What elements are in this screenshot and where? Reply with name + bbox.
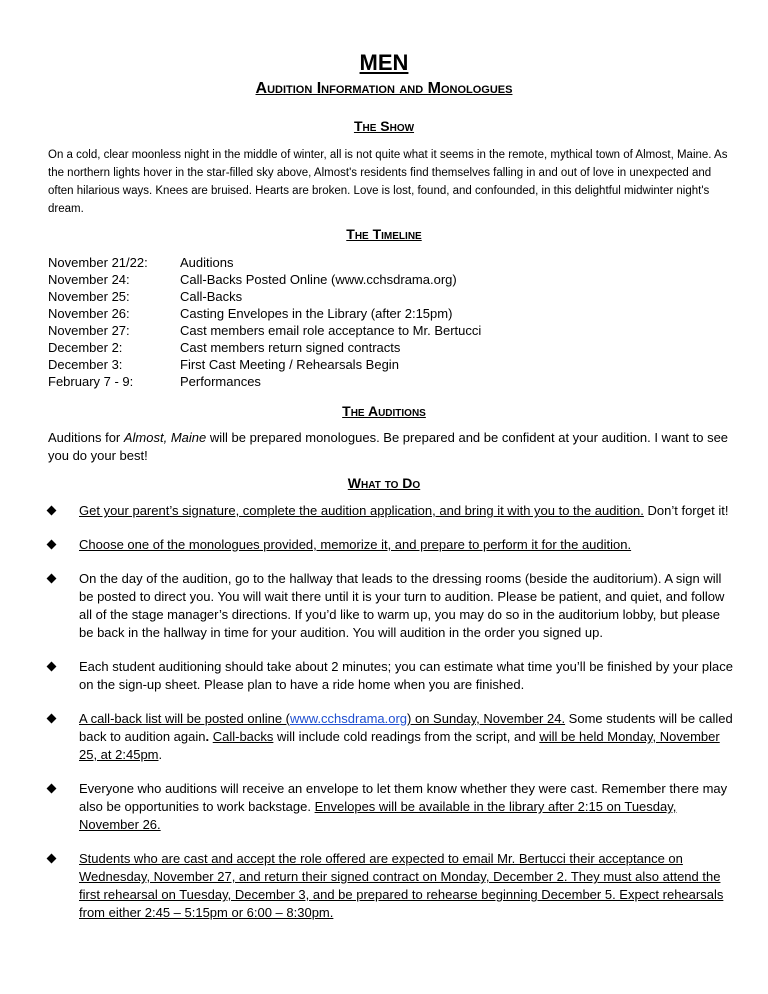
play-title: Almost, Maine [123,430,207,445]
cchsdrama-link[interactable]: www.cchsdrama.org [290,711,408,726]
timeline-row [48,288,481,305]
timeline-table [48,254,481,390]
bullet-text: Don’t forget it! [643,503,729,518]
list-item [48,536,738,554]
timeline-date: November 27: [48,323,130,338]
timeline-event: Auditions [180,255,234,270]
timeline-date: December 3: [48,357,123,372]
diamond-bullet-icon [47,506,57,516]
list-item [48,780,738,834]
bullet-text: will be held Monday, November 25, at 2:45pm [79,729,720,762]
list-item [48,570,738,642]
bullet-text: Envelopes will be available in the library after 2:15 on Tuesday, November 26. [79,799,677,832]
timeline-event: Performances [180,374,261,389]
timeline-heading: The Timeline [346,226,422,242]
diamond-bullet-icon [47,662,57,672]
timeline-event: Call-Backs Posted Online (www.cchsdrama.org) [180,272,457,287]
timeline-date: November 21/22: [48,255,148,270]
bullet-text: Call-backs [212,729,274,744]
timeline-row [48,271,481,288]
bullet-text: Choose one of the monologues provided, memorize it, and prepare to perform it for the audition. [79,537,632,552]
page-subtitle: Audition Information and Monologues [255,80,513,97]
timeline-event: Cast members return signed contracts [180,340,401,355]
bullet-text: Some students will be called back to audition again [79,711,733,744]
bullet-text: . [205,729,213,744]
auditions-text-post: will be prepared monologues. Be prepared and be confident at your audition. I want to see you do your best! [48,430,729,463]
what-to-do-heading: What to Do [347,475,421,491]
auditions-heading: The Auditions [342,403,426,419]
timeline-row [48,305,481,322]
auditions-text-pre: Auditions for [48,430,124,445]
timeline-event: First Cast Meeting / Rehearsals Begin [180,357,399,372]
diamond-bullet-icon [47,714,57,724]
auditions-description [48,429,738,465]
bullet-text: Students who are cast and accept the role offered are expected to email Mr. Bertucci their acceptance on Wednesday, November 27, and return their signed contract on Monday, December 2. They must also attend the first rehearsal on Tuesday, December 3, and be prepared to rehearse beginning December 5. Expect rehearsals from either 2:45 – 5:15pm or 6:00 – 8:30pm. [79,851,724,920]
list-item [48,502,738,520]
timeline-date: November 24: [48,272,130,287]
bullet-text: Get your parent’s signature, complete the audition application, and bring it with you to the audition. [79,503,644,518]
bullet-text: Each student auditioning should take about 2 minutes; you can estimate what time you’ll be finished by your place on the sign-up sheet. Please plan to have a ride home when you are finished. [79,659,734,692]
bullet-text: Everyone who auditions will receive an envelope to let them know whether they were cast. Remember there may also be opportunities to work backstage. [79,781,728,814]
diamond-bullet-icon [47,784,57,794]
timeline-date: December 2: [48,340,123,355]
show-description: On a cold, clear moonless night in the middle of winter, all is not quite what it seems in the remote, mythical town of Almost, Maine. As the northern lights hover in the star-filled sky above, Almost's residents find themselves falling in and out of love in unexpected and often hilarious ways. Knees are bruised. Hearts are broken. Love is lost, found, and confounded, in this delightful midwinter night's dream. [48,149,728,215]
page-title: MEN [359,50,409,75]
timeline-row [48,254,481,271]
bullet-text: . [158,747,163,762]
instructions-list [48,502,738,938]
timeline-date: November 25: [48,289,130,304]
timeline-row [48,339,481,356]
bullet-text: ) on Sunday, November 24. [407,711,566,726]
bullet-text: will include cold readings from the script, and [273,729,540,744]
diamond-bullet-icon [47,854,57,864]
show-heading: The Show [353,118,415,134]
list-item [48,658,738,694]
timeline-date: November 26: [48,306,130,321]
timeline-event: Casting Envelopes in the Library (after 2:15pm) [180,306,453,321]
timeline-row [48,373,481,390]
timeline-event: Cast members email role acceptance to Mr. Bertucci [180,323,482,338]
list-item [48,850,738,922]
bullet-text: A call-back list will be posted online ( [79,711,290,726]
timeline-event: Call-Backs [180,289,243,304]
diamond-bullet-icon [47,574,57,584]
list-item [48,710,738,764]
timeline-row [48,322,481,339]
timeline-row [48,356,481,373]
bullet-text: On the day of the audition, go to the hallway that leads to the dressing rooms (beside the auditorium). A sign will be posted to direct you. You will wait there until it is your turn to audition. Please be patient, and quiet, and follow all of the stage manager’s directions. If you’d like to warm up, you may do so in the auditorium lobby, but please be back in the hallway in time for your audition. You will audition in the order you signed up. [79,571,725,640]
diamond-bullet-icon [47,540,57,550]
timeline-date: February 7 - 9: [48,374,134,389]
